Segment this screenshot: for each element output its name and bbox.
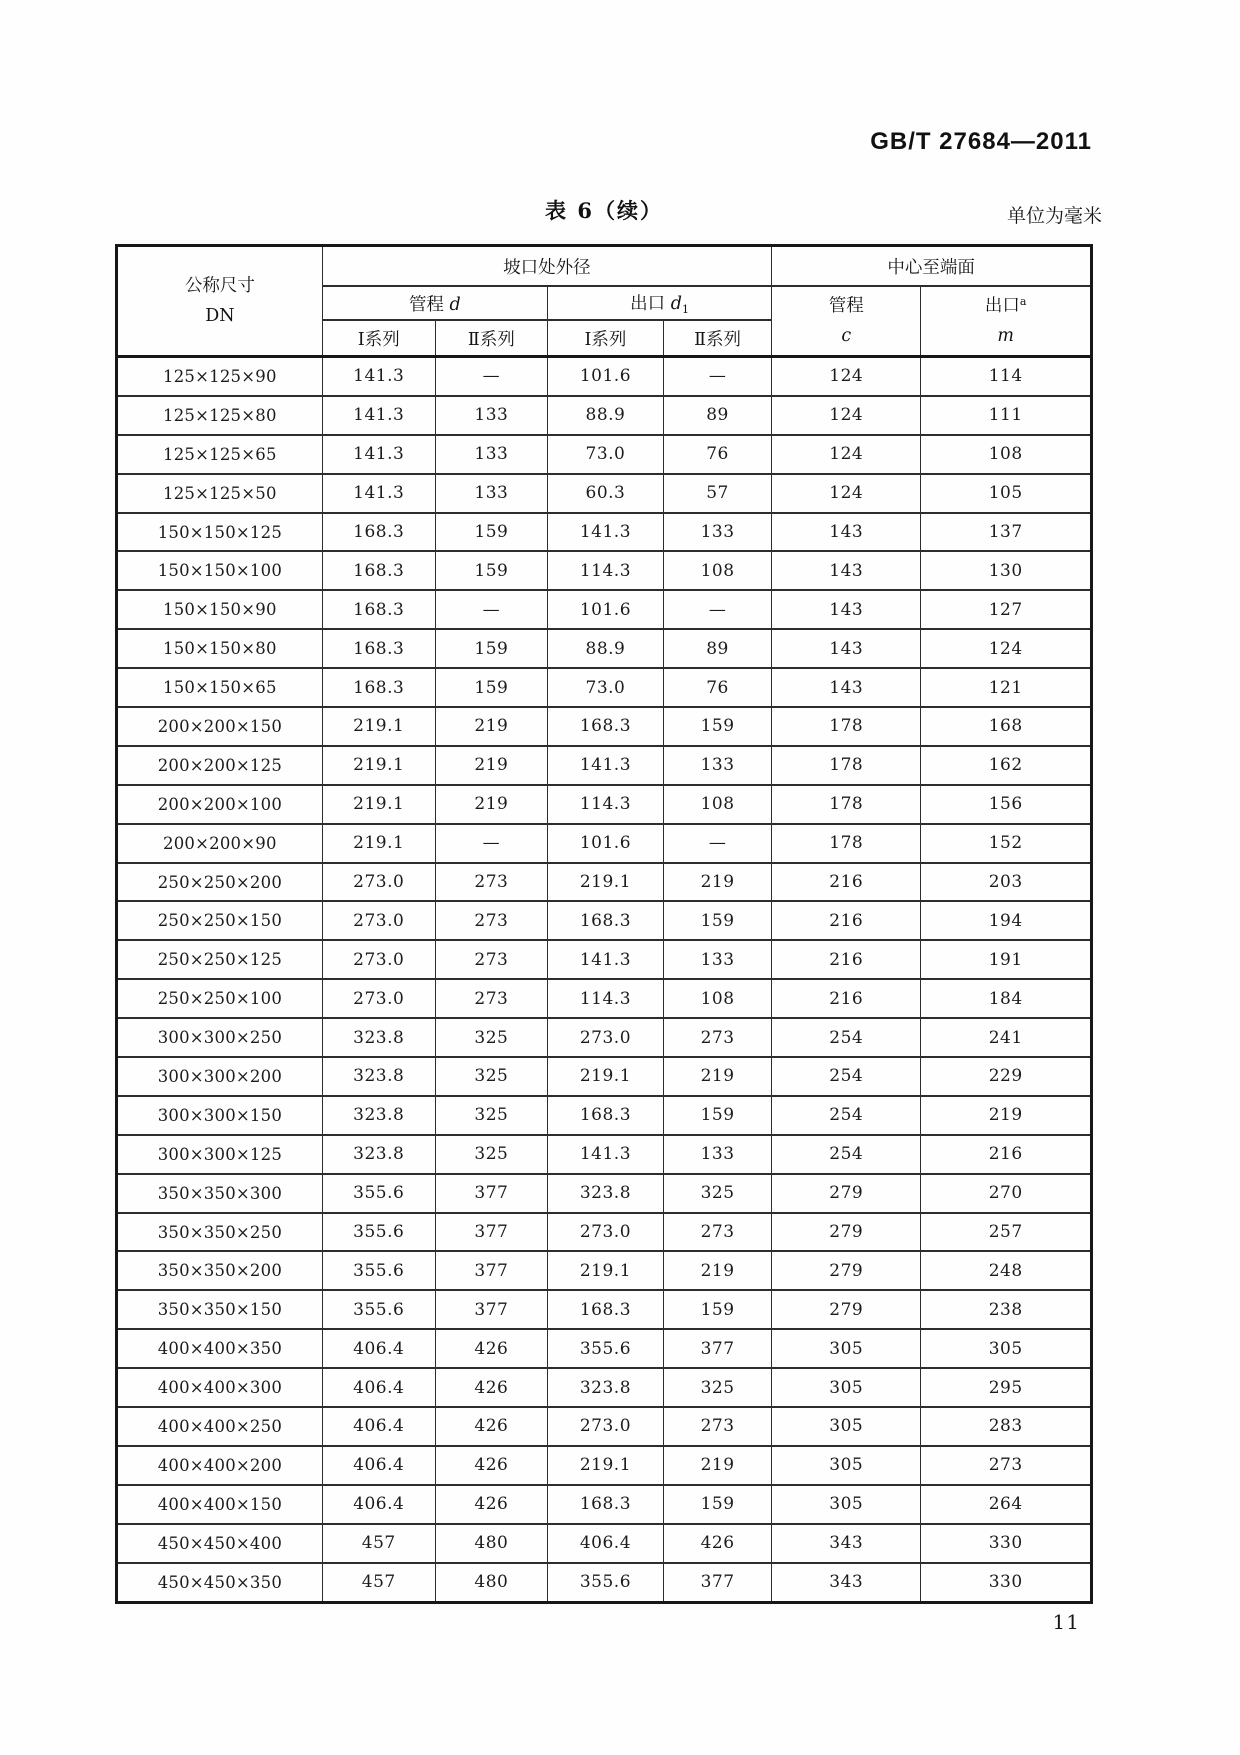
header-series-i: Ⅰ系列 [322,320,435,357]
value-cell: 141.3 [547,513,663,552]
value-cell: 216 [772,863,921,902]
value-cell: 114.3 [547,785,663,824]
value-cell: 219.1 [547,1446,663,1485]
pipe-run-label: 管程 [408,294,444,315]
table-row [117,551,1092,590]
value-cell: 73.0 [547,435,663,474]
value-cell: 238 [921,1290,1092,1329]
value-cell: 159 [663,1096,771,1135]
value-cell: 216 [772,979,921,1018]
value-cell: 178 [772,707,921,746]
value-cell: 343 [772,1563,921,1602]
table-row [117,1135,1092,1174]
value-cell: 325 [435,1018,547,1057]
value-cell: 88.9 [547,629,663,668]
value-cell: 101.6 [547,357,663,396]
value-cell: 141.3 [547,940,663,979]
header-center-to-face: 中心至端面 [772,246,1092,287]
value-cell: 283 [921,1407,1092,1446]
table-row [117,396,1092,435]
value-cell: 152 [921,824,1092,863]
value-cell: 254 [772,1018,921,1057]
dn-cell: 350×350×250 [117,1213,323,1252]
value-cell: 168.3 [322,668,435,707]
value-cell: 219 [435,707,547,746]
value-cell: 159 [663,1485,771,1524]
value-cell: 279 [772,1290,921,1329]
value-cell: — [663,824,771,863]
value-cell: 219 [663,863,771,902]
table-row [117,1174,1092,1213]
value-cell: 168.3 [547,707,663,746]
value-cell: 168.3 [322,513,435,552]
value-cell: 219.1 [322,707,435,746]
value-cell: 406.4 [322,1446,435,1485]
value-cell: 426 [435,1407,547,1446]
value-cell: 203 [921,863,1092,902]
value-cell: 114 [921,357,1092,396]
value-cell: 168.3 [322,551,435,590]
value-cell: 377 [435,1213,547,1252]
dn-cell: 200×200×100 [117,785,323,824]
value-cell: 57 [663,474,771,513]
value-cell: 159 [663,1290,771,1329]
dn-cell: 150×150×125 [117,513,323,552]
value-cell: 426 [435,1485,547,1524]
outlet-label: 出口 [630,294,666,314]
value-cell: 121 [921,668,1092,707]
table-row [117,746,1092,785]
value-cell: 270 [921,1174,1092,1213]
value-cell: 325 [663,1368,771,1407]
value-cell: 355.6 [322,1290,435,1329]
value-cell: 219.1 [547,863,663,902]
header-outlet-d1 [547,286,771,320]
table-row [117,940,1092,979]
value-cell: 273 [435,979,547,1018]
value-cell: 254 [772,1135,921,1174]
value-cell: 323.8 [322,1096,435,1135]
dn-cell: 150×150×80 [117,629,323,668]
value-cell: — [663,590,771,629]
value-cell: 137 [921,513,1092,552]
outlet-label: 出口 [984,295,1020,316]
value-cell: 406.4 [547,1524,663,1563]
page-number: 11 [1052,1610,1080,1634]
value-cell: 355.6 [547,1563,663,1602]
dn-cell: 400×400×200 [117,1446,323,1485]
value-cell: 178 [772,785,921,824]
value-cell: 241 [921,1018,1092,1057]
value-cell: 219 [663,1057,771,1096]
dn-cell: 125×125×80 [117,396,323,435]
table-row [117,1329,1092,1368]
value-cell: 248 [921,1251,1092,1290]
table-row [117,1407,1092,1446]
dn-cell: 200×200×90 [117,824,323,863]
dn-cell: 400×400×350 [117,1329,323,1368]
value-cell: 305 [772,1368,921,1407]
value-cell: 377 [663,1329,771,1368]
value-cell: 60.3 [547,474,663,513]
value-cell: 216 [772,901,921,940]
table-row [117,629,1092,668]
value-cell: 168 [921,707,1092,746]
value-cell: 343 [772,1524,921,1563]
value-cell: 480 [435,1524,547,1563]
table-row [117,357,1092,396]
dn-cell: 125×125×65 [117,435,323,474]
value-cell: 219 [435,746,547,785]
header-nominal-size [117,246,323,357]
unit-note: 单位为毫米 [1006,205,1102,227]
value-cell: 325 [435,1057,547,1096]
value-cell: 124 [772,474,921,513]
dn-cell: 350×350×200 [117,1251,323,1290]
table-row [117,979,1092,1018]
value-cell: 273.0 [547,1018,663,1057]
header-series-ii: Ⅱ系列 [663,320,771,357]
value-cell: 219 [921,1096,1092,1135]
value-cell: 124 [772,357,921,396]
value-cell: 108 [921,435,1092,474]
table-row [117,1096,1092,1135]
value-cell: 330 [921,1524,1092,1563]
value-cell: 406.4 [322,1407,435,1446]
standard-number: GB/T 27684—2011 [870,128,1092,155]
dn-cell: 300×300×250 [117,1018,323,1057]
table-row [117,1057,1092,1096]
value-cell: 305 [772,1407,921,1446]
header-pipe-run-d [322,286,547,320]
table-row [117,1563,1092,1602]
value-cell: 184 [921,979,1092,1018]
value-cell: 273.0 [322,979,435,1018]
value-cell: 162 [921,746,1092,785]
var-c: c [841,326,852,346]
table-row [117,863,1092,902]
value-cell: 141.3 [322,474,435,513]
table-row [117,513,1092,552]
value-cell: 219.1 [547,1057,663,1096]
dn-cell: 300×300×200 [117,1057,323,1096]
value-cell: 108 [663,785,771,824]
value-cell: — [663,357,771,396]
value-cell: 273 [663,1407,771,1446]
value-cell: 133 [663,1135,771,1174]
header-groove-od: 坡口处外径 [322,246,771,287]
value-cell: 159 [663,901,771,940]
value-cell: 141.3 [322,357,435,396]
value-cell: 127 [921,590,1092,629]
value-cell: 143 [772,551,921,590]
value-cell: 143 [772,629,921,668]
value-cell: 105 [921,474,1092,513]
value-cell: 330 [921,1563,1092,1602]
value-cell: 457 [322,1563,435,1602]
value-cell: 101.6 [547,590,663,629]
dimension-table-wrapper [115,244,1093,1604]
value-cell: 426 [435,1329,547,1368]
table-row [117,1213,1092,1252]
value-cell: 426 [435,1446,547,1485]
table-title: 表 6（续） [545,198,663,223]
value-cell: 89 [663,396,771,435]
nominal-size-label: 公称尺寸 [184,275,255,296]
value-cell: 406.4 [322,1329,435,1368]
value-cell: 219.1 [322,824,435,863]
table-row [117,1485,1092,1524]
outlet-sup-label [921,296,1090,316]
value-cell: 76 [663,668,771,707]
value-cell: 254 [772,1096,921,1135]
value-cell: 133 [663,746,771,785]
table-row [117,824,1092,863]
footnote-marker-a: a [1019,294,1027,308]
value-cell: 257 [921,1213,1092,1252]
value-cell: 168.3 [547,1290,663,1329]
table-row [117,1018,1092,1057]
table-row [117,707,1092,746]
value-cell: 273.0 [322,863,435,902]
value-cell: 141.3 [322,435,435,474]
dn-cell: 400×400×250 [117,1407,323,1446]
value-cell: — [435,824,547,863]
var-d: d [670,294,682,314]
value-cell: 377 [435,1174,547,1213]
value-cell: 124 [772,396,921,435]
value-cell: 168.3 [547,1096,663,1135]
header-series-i: Ⅰ系列 [547,320,663,357]
value-cell: 377 [435,1251,547,1290]
table-row [117,901,1092,940]
value-cell: 377 [663,1563,771,1602]
dn-cell: 450×450×400 [117,1524,323,1563]
value-cell: 159 [435,629,547,668]
value-cell: 133 [435,474,547,513]
value-cell: 273.0 [547,1213,663,1252]
value-cell: 156 [921,785,1092,824]
value-cell: 323.8 [322,1018,435,1057]
dn-cell: 125×125×50 [117,474,323,513]
value-cell: 88.9 [547,396,663,435]
pipe-run-label: 管程 [828,295,864,316]
value-cell: 73.0 [547,668,663,707]
value-cell: 406.4 [322,1485,435,1524]
table-body [117,357,1092,1603]
value-cell: 273 [435,940,547,979]
value-cell: 305 [772,1446,921,1485]
value-cell: 273.0 [322,901,435,940]
value-cell: 159 [435,551,547,590]
var-d-subscript: 1 [681,303,689,316]
dn-cell: 250×250×150 [117,901,323,940]
dn-cell: 150×150×90 [117,590,323,629]
value-cell: 133 [435,435,547,474]
value-cell: 124 [772,435,921,474]
dn-cell: 300×300×125 [117,1135,323,1174]
value-cell: 168.3 [547,1485,663,1524]
value-cell: 305 [772,1329,921,1368]
header-outlet-m [921,286,1092,357]
value-cell: 141.3 [547,746,663,785]
value-cell: 111 [921,396,1092,435]
value-cell: 295 [921,1368,1092,1407]
table-row [117,435,1092,474]
value-cell: 178 [772,824,921,863]
table-row [117,668,1092,707]
value-cell: 325 [663,1174,771,1213]
value-cell: 355.6 [547,1329,663,1368]
value-cell: 159 [435,668,547,707]
dn-cell: 350×350×300 [117,1174,323,1213]
value-cell: 114.3 [547,551,663,590]
value-cell: 216 [921,1135,1092,1174]
var-d: d [449,294,461,315]
value-cell: 273.0 [322,940,435,979]
table-row [117,1446,1092,1485]
value-cell: 108 [663,551,771,590]
dn-cell: 400×400×150 [117,1485,323,1524]
value-cell: 219.1 [322,785,435,824]
value-cell: 191 [921,940,1092,979]
value-cell: 273 [435,901,547,940]
value-cell: 406.4 [322,1368,435,1407]
dn-cell: 250×250×200 [117,863,323,902]
header-row-1 [117,246,1092,287]
value-cell: 159 [663,707,771,746]
value-cell: 325 [435,1096,547,1135]
value-cell: 178 [772,746,921,785]
dn-cell: 450×450×350 [117,1563,323,1602]
table-row [117,1524,1092,1563]
value-cell: 355.6 [322,1174,435,1213]
value-cell: 76 [663,435,771,474]
value-cell: 273 [663,1018,771,1057]
value-cell: — [435,590,547,629]
table-row [117,1368,1092,1407]
value-cell: 426 [435,1368,547,1407]
value-cell: 273 [435,863,547,902]
table-row [117,474,1092,513]
value-cell: 323.8 [547,1174,663,1213]
value-cell: 159 [435,513,547,552]
value-cell: 323.8 [322,1057,435,1096]
dn-cell: 250×250×125 [117,940,323,979]
value-cell: 219.1 [547,1251,663,1290]
dimension-table [115,244,1093,1604]
value-cell: 273 [921,1446,1092,1485]
value-cell: 254 [772,1057,921,1096]
value-cell: 124 [921,629,1092,668]
value-cell: 130 [921,551,1092,590]
header-series-ii: Ⅱ系列 [435,320,547,357]
value-cell: 355.6 [322,1251,435,1290]
value-cell: 143 [772,668,921,707]
value-cell: 219.1 [322,746,435,785]
table-row [117,1290,1092,1329]
dn-cell: 150×150×100 [117,551,323,590]
table-row [117,590,1092,629]
value-cell: 279 [772,1251,921,1290]
table-row [117,1251,1092,1290]
value-cell: 219 [435,785,547,824]
dn-cell: 300×300×150 [117,1096,323,1135]
dn-cell: 150×150×65 [117,668,323,707]
value-cell: 194 [921,901,1092,940]
dn-cell: 250×250×100 [117,979,323,1018]
value-cell: 133 [663,940,771,979]
value-cell: 323.8 [547,1368,663,1407]
value-cell: 133 [435,396,547,435]
value-cell: 377 [435,1290,547,1329]
value-cell: 114.3 [547,979,663,1018]
nominal-size-code: DN [205,306,235,326]
value-cell: 108 [663,979,771,1018]
dn-cell: 400×400×300 [117,1368,323,1407]
value-cell: 264 [921,1485,1092,1524]
value-cell: 89 [663,629,771,668]
value-cell: 168.3 [322,629,435,668]
value-cell: 141.3 [322,396,435,435]
value-cell: 457 [322,1524,435,1563]
value-cell: 133 [663,513,771,552]
dn-cell: 200×200×150 [117,707,323,746]
value-cell: 355.6 [322,1213,435,1252]
var-m: m [997,326,1014,346]
value-cell: 101.6 [547,824,663,863]
table-header [117,246,1092,357]
dn-cell: 200×200×125 [117,746,323,785]
value-cell: 229 [921,1057,1092,1096]
header-pipe-run-c [772,286,921,357]
value-cell: 273.0 [547,1407,663,1446]
value-cell: 273 [663,1213,771,1252]
value-cell: 426 [663,1524,771,1563]
value-cell: 323.8 [322,1135,435,1174]
dn-cell: 125×125×90 [117,357,323,396]
value-cell: 279 [772,1213,921,1252]
value-cell: 219 [663,1251,771,1290]
dn-cell: 350×350×150 [117,1290,323,1329]
value-cell: 305 [921,1329,1092,1368]
value-cell: 480 [435,1563,547,1602]
value-cell: 219 [663,1446,771,1485]
value-cell: 141.3 [547,1135,663,1174]
value-cell: 143 [772,590,921,629]
value-cell: 216 [772,940,921,979]
value-cell: 305 [772,1485,921,1524]
value-cell: — [435,357,547,396]
table-row [117,785,1092,824]
value-cell: 143 [772,513,921,552]
value-cell: 168.3 [547,901,663,940]
value-cell: 325 [435,1135,547,1174]
value-cell: 168.3 [322,590,435,629]
value-cell: 279 [772,1174,921,1213]
